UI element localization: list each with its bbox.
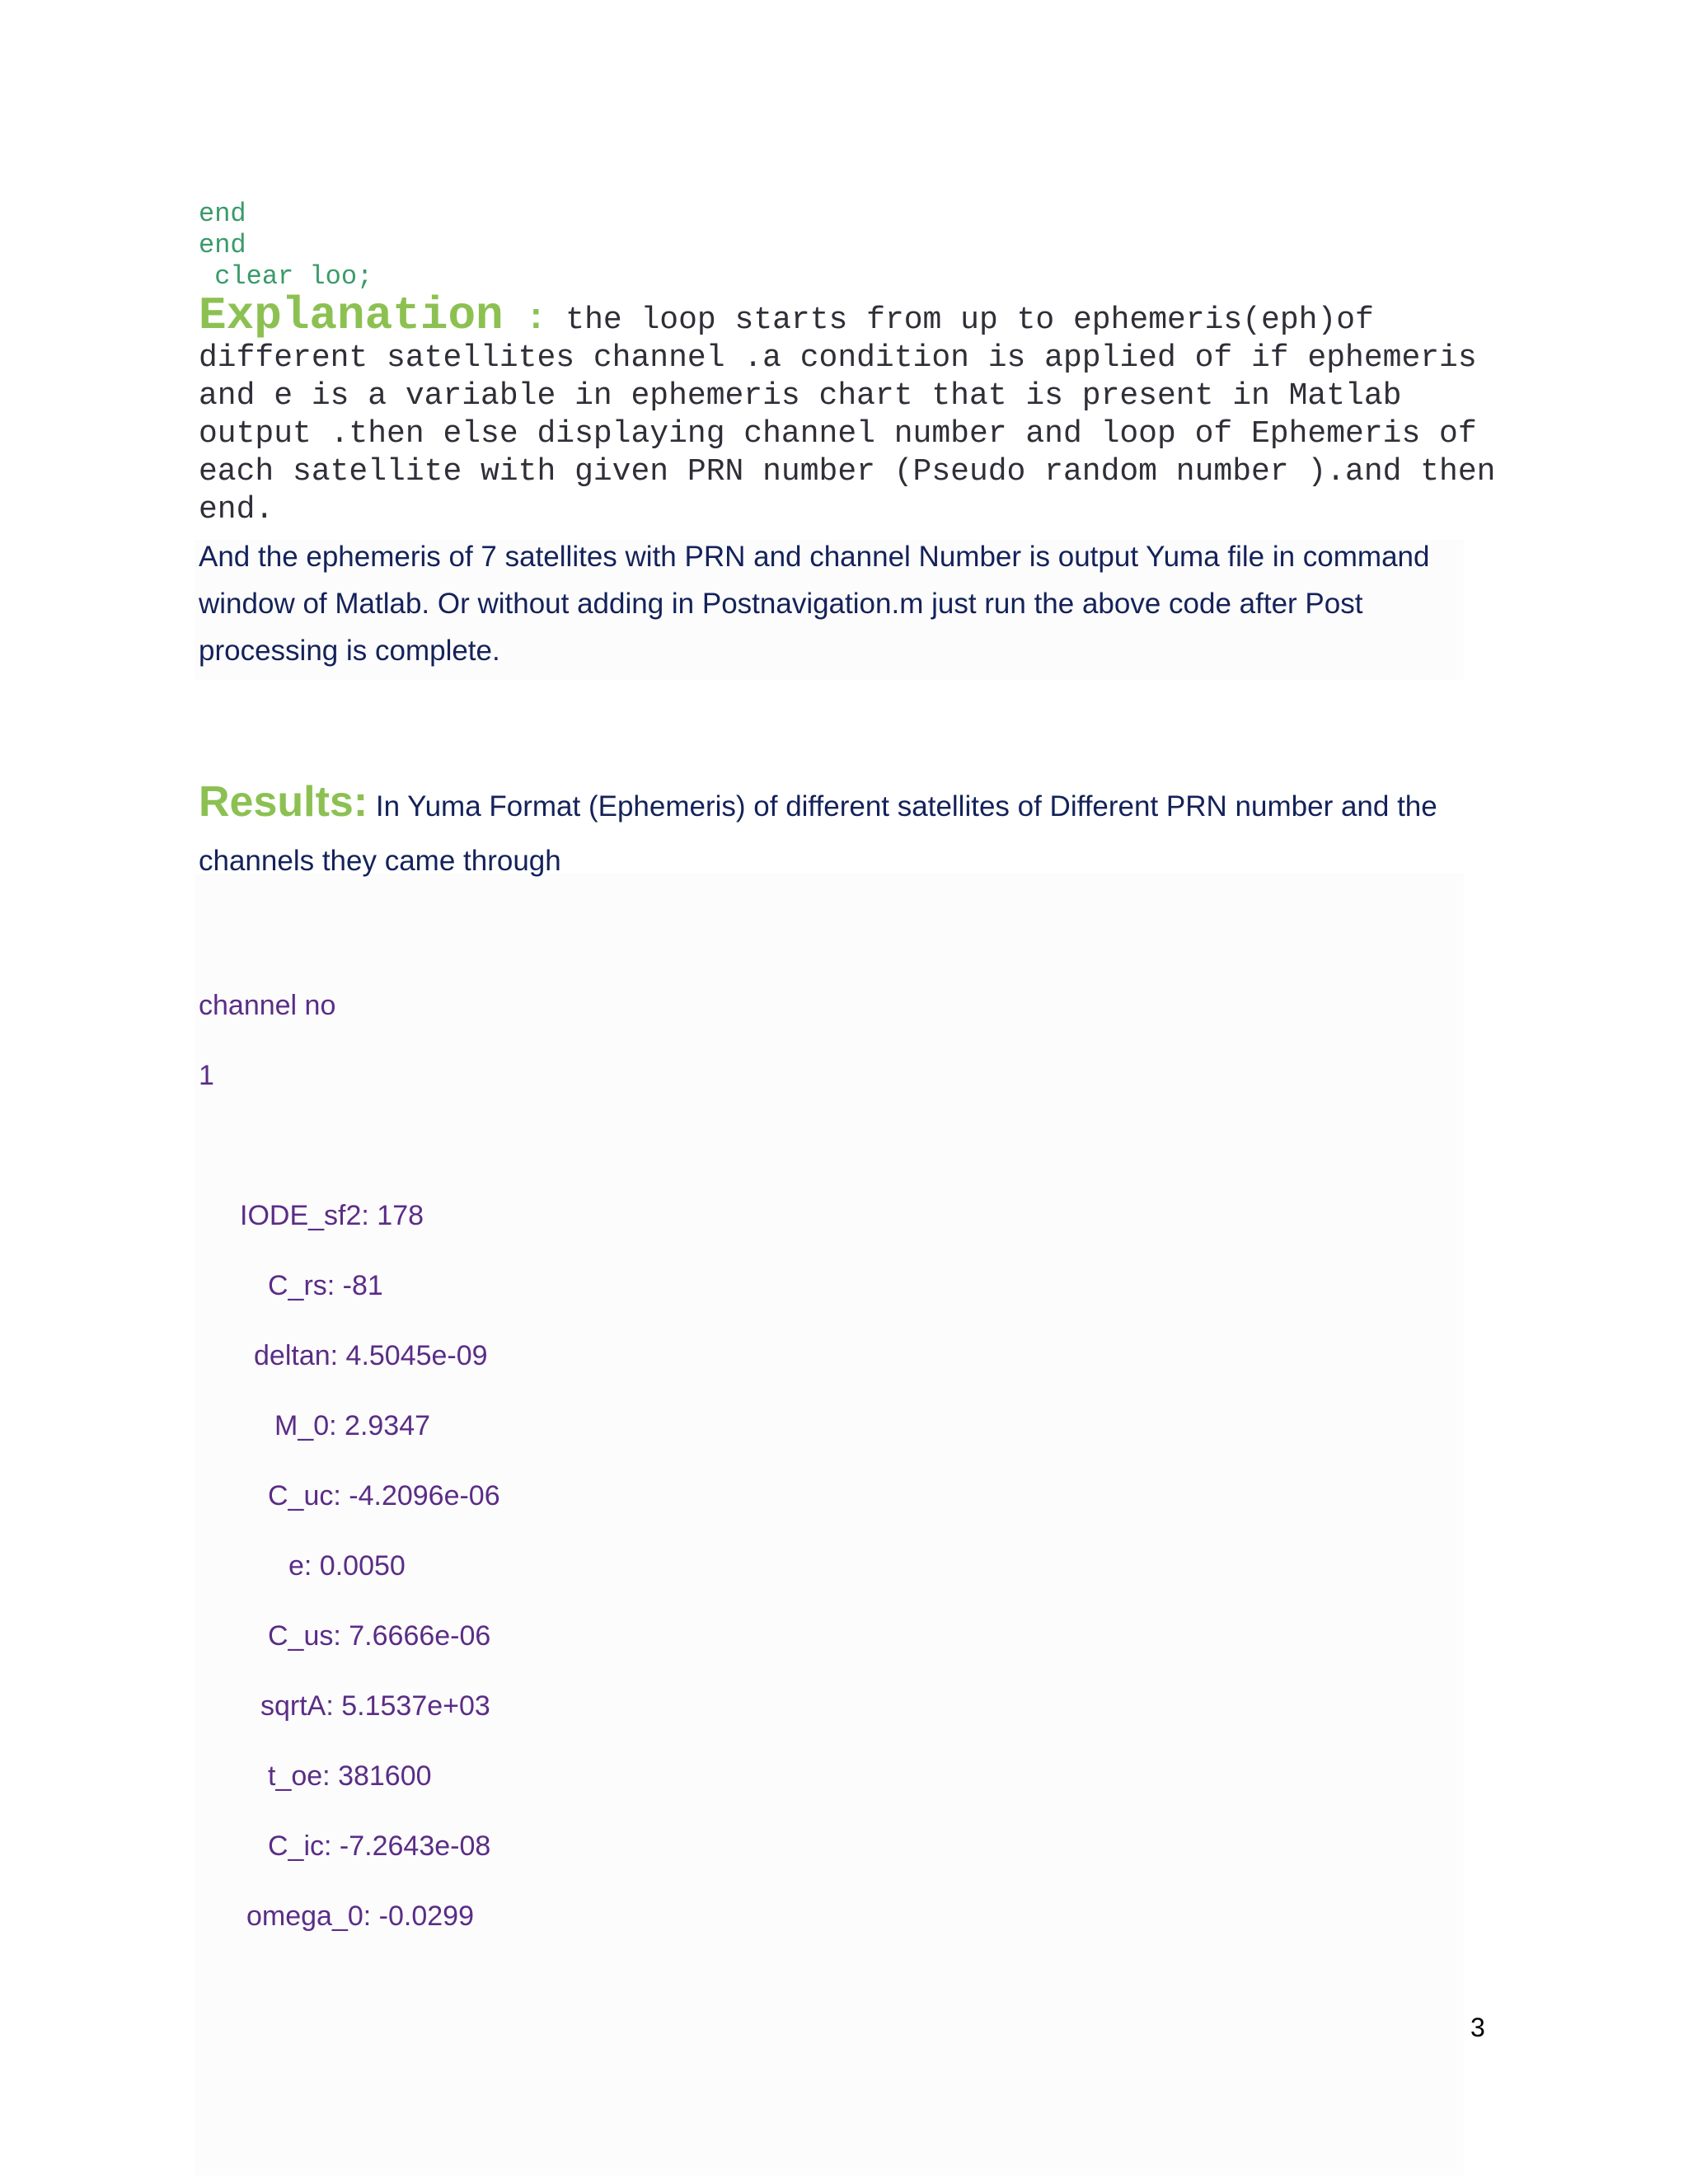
field-m-0: M_0: 2.9347	[274, 1410, 431, 1441]
results-text: In Yuma Format (Ephemeris) of different satellites of Different PRN number and the channels they came through	[199, 790, 1437, 877]
channel-label: channel no	[199, 990, 336, 1021]
results-shade	[195, 874, 1464, 2176]
explanation-text: the loop starts from up to ephemeris(eph)of different satellites channel .a condition is applied of if ephemeris and e is a variable in ephemeris chart that is present in Matlab output .then else displaying channel number and loop of Ephemeris of each satellite with given PRN number (Pseudo random number ).and then end.	[199, 302, 1496, 527]
explanation-heading: Explanation	[199, 289, 504, 342]
summary-paragraph: And the ephemeris of 7 satellites with PRN and channel Number is output Yuma file in command window of Matlab. Or without adding in Postnavigation.m just run the above code after Post processing is complete.	[199, 541, 1430, 667]
results-block	[199, 775, 1484, 888]
field-t-oe: t_oe: 381600	[268, 1760, 432, 1792]
field-deltan: deltan: 4.5045e-09	[254, 1340, 488, 1371]
results-heading: Results:	[199, 778, 368, 826]
code-line-end-2: end	[199, 230, 246, 260]
field-e: e: 0.0050	[288, 1550, 406, 1582]
page-number: 3	[1470, 2013, 1485, 2042]
code-line-end-1: end	[199, 199, 246, 229]
field-iode-sf2: IODE_sf2: 178	[240, 1200, 424, 1231]
field-sqrta: sqrtA: 5.1537e+03	[260, 1690, 490, 1722]
field-omega-0: omega_0: -0.0299	[246, 1900, 474, 1932]
field-c-rs: C_rs: -81	[268, 1270, 383, 1301]
explanation-colon: :	[503, 298, 547, 340]
field-c-uc: C_uc: -4.2096e-06	[268, 1480, 500, 1511]
explanation-block	[199, 289, 1501, 529]
channel-value: 1	[199, 1060, 214, 1091]
field-c-ic: C_ic: -7.2643e-08	[268, 1830, 491, 1862]
code-line-clear: clear loo;	[199, 261, 373, 292]
field-c-us: C_us: 7.6666e-06	[268, 1620, 491, 1652]
